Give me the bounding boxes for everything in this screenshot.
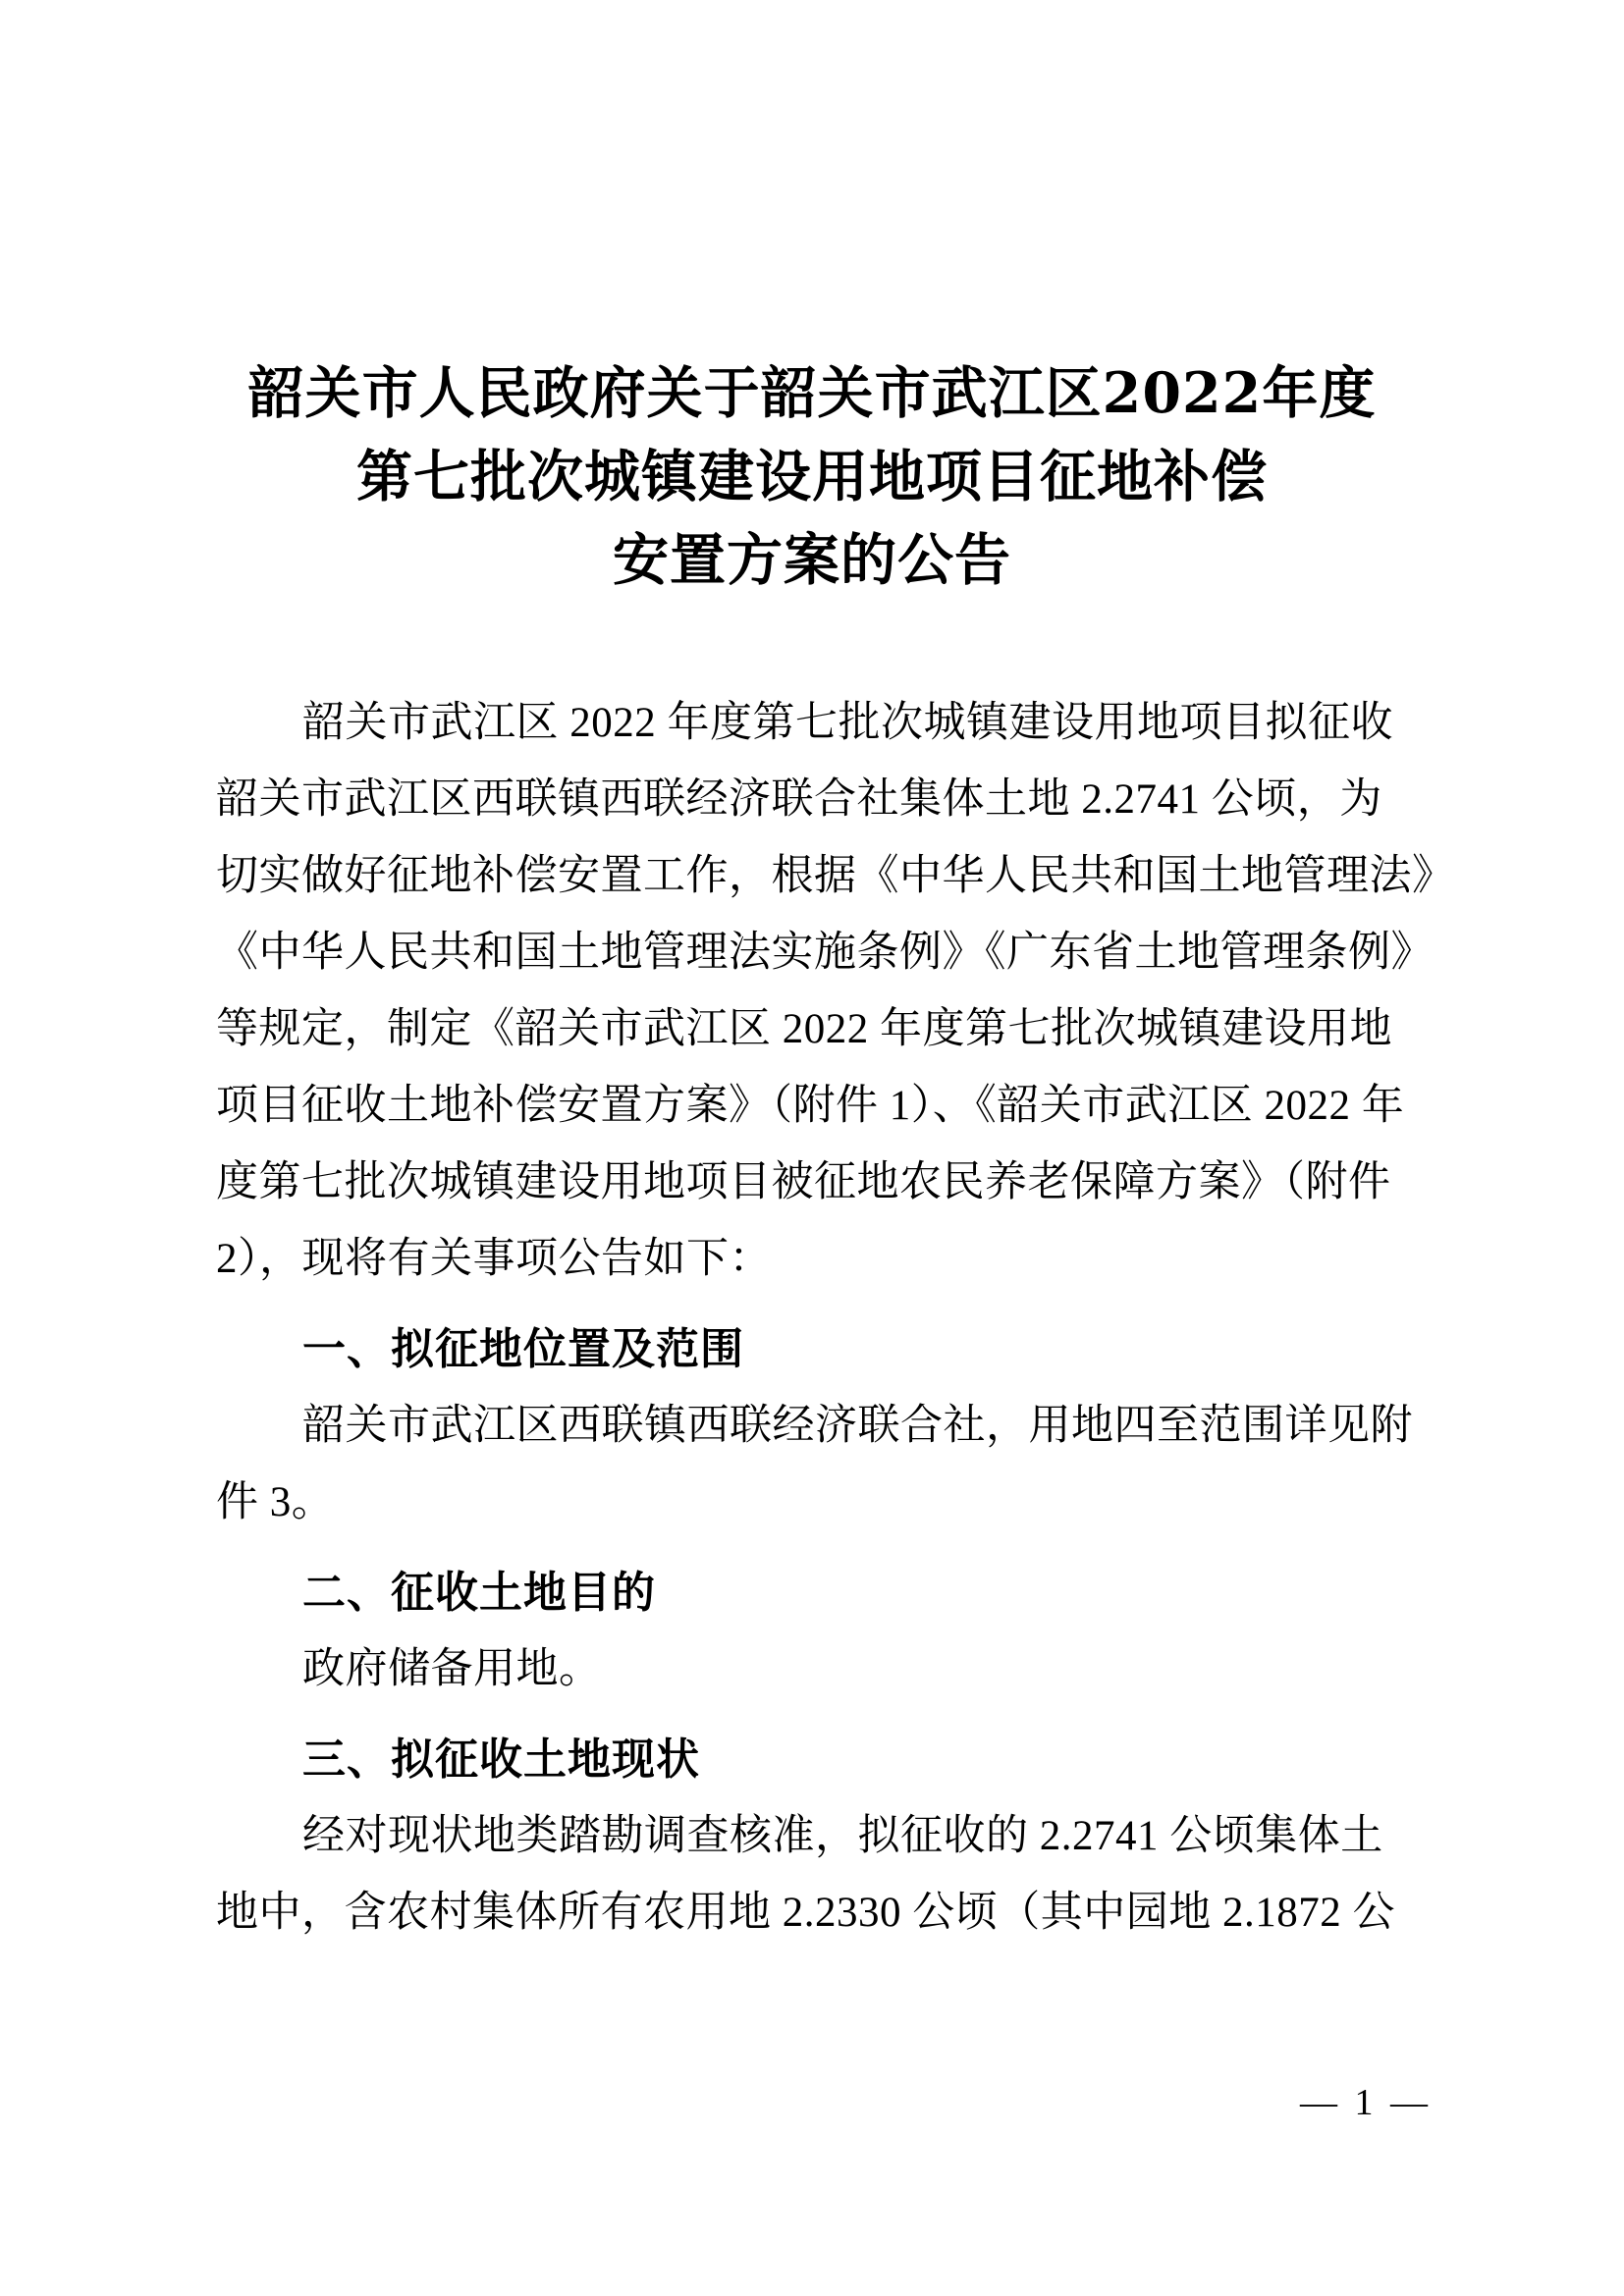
document-title-line-3: 安置方案的公告 — [613, 527, 1011, 593]
document-body — [216, 685, 1455, 1951]
intro-line: 项目征收土地补偿安置方案》（附件 1）、《韶关市武江区 2022 年 — [216, 1083, 1405, 1129]
intro-line: 韶关市武江区西联镇西联经济联合社集体土地 2.2741 公顷，为 — [216, 776, 1382, 823]
section-1-line: 韶关市武江区西联镇西联经济联合社，用地四至范围详见附 — [302, 1403, 1413, 1449]
intro-line: 韶关市武江区 2022 年度第七批次城镇建设用地项目拟征收 — [302, 700, 1393, 746]
intro-line: 度第七批次城镇建设用地项目被征地农民养老保障方案》（附件 — [216, 1159, 1391, 1205]
section-3-heading: 三、拟征收土地现状 — [302, 1735, 700, 1784]
document-title-line-2: 第七批次城镇建设用地项目征地补偿 — [356, 444, 1268, 509]
intro-line: 《中华人民共和国土地管理法实施条例》《广东省土地管理条例》 — [216, 930, 1434, 976]
section-3-line: 经对现状地类踏勘调查核准，拟征收的 2.2741 公顷集体土 — [302, 1813, 1383, 1859]
section-2-line: 政府储备用地。 — [302, 1646, 602, 1692]
intro-line: 等规定，制定《韶关市武江区 2022 年度第七批次城镇建设用地 — [216, 1006, 1392, 1052]
section-2-paragraph — [216, 1631, 1441, 1708]
document-title-line-1: 韶关市人民政府关于韶关市武江区2022年度 — [247, 360, 1377, 426]
section-1-heading: 一、拟征地位置及范围 — [302, 1325, 744, 1373]
intro-line: 2），现将有关事项公告如下： — [216, 1236, 772, 1282]
section-3-line: 地中，含农村集体所有农用地 2.2330 公顷（其中园地 2.1872 公 — [216, 1890, 1395, 1936]
section-3-paragraph — [216, 1798, 1441, 1951]
section-1-line: 件 3。 — [216, 1479, 335, 1525]
section-2-heading: 二、征收土地目的 — [302, 1569, 656, 1617]
page-number: — 1 — — [1300, 2082, 1432, 2123]
intro-line: 切实做好征地补偿安置工作，根据《中华人民共和国土地管理法》 — [216, 853, 1455, 899]
document-title — [0, 0, 1624, 602]
section-1-paragraph — [216, 1388, 1441, 1541]
intro-paragraph — [216, 685, 1455, 1298]
